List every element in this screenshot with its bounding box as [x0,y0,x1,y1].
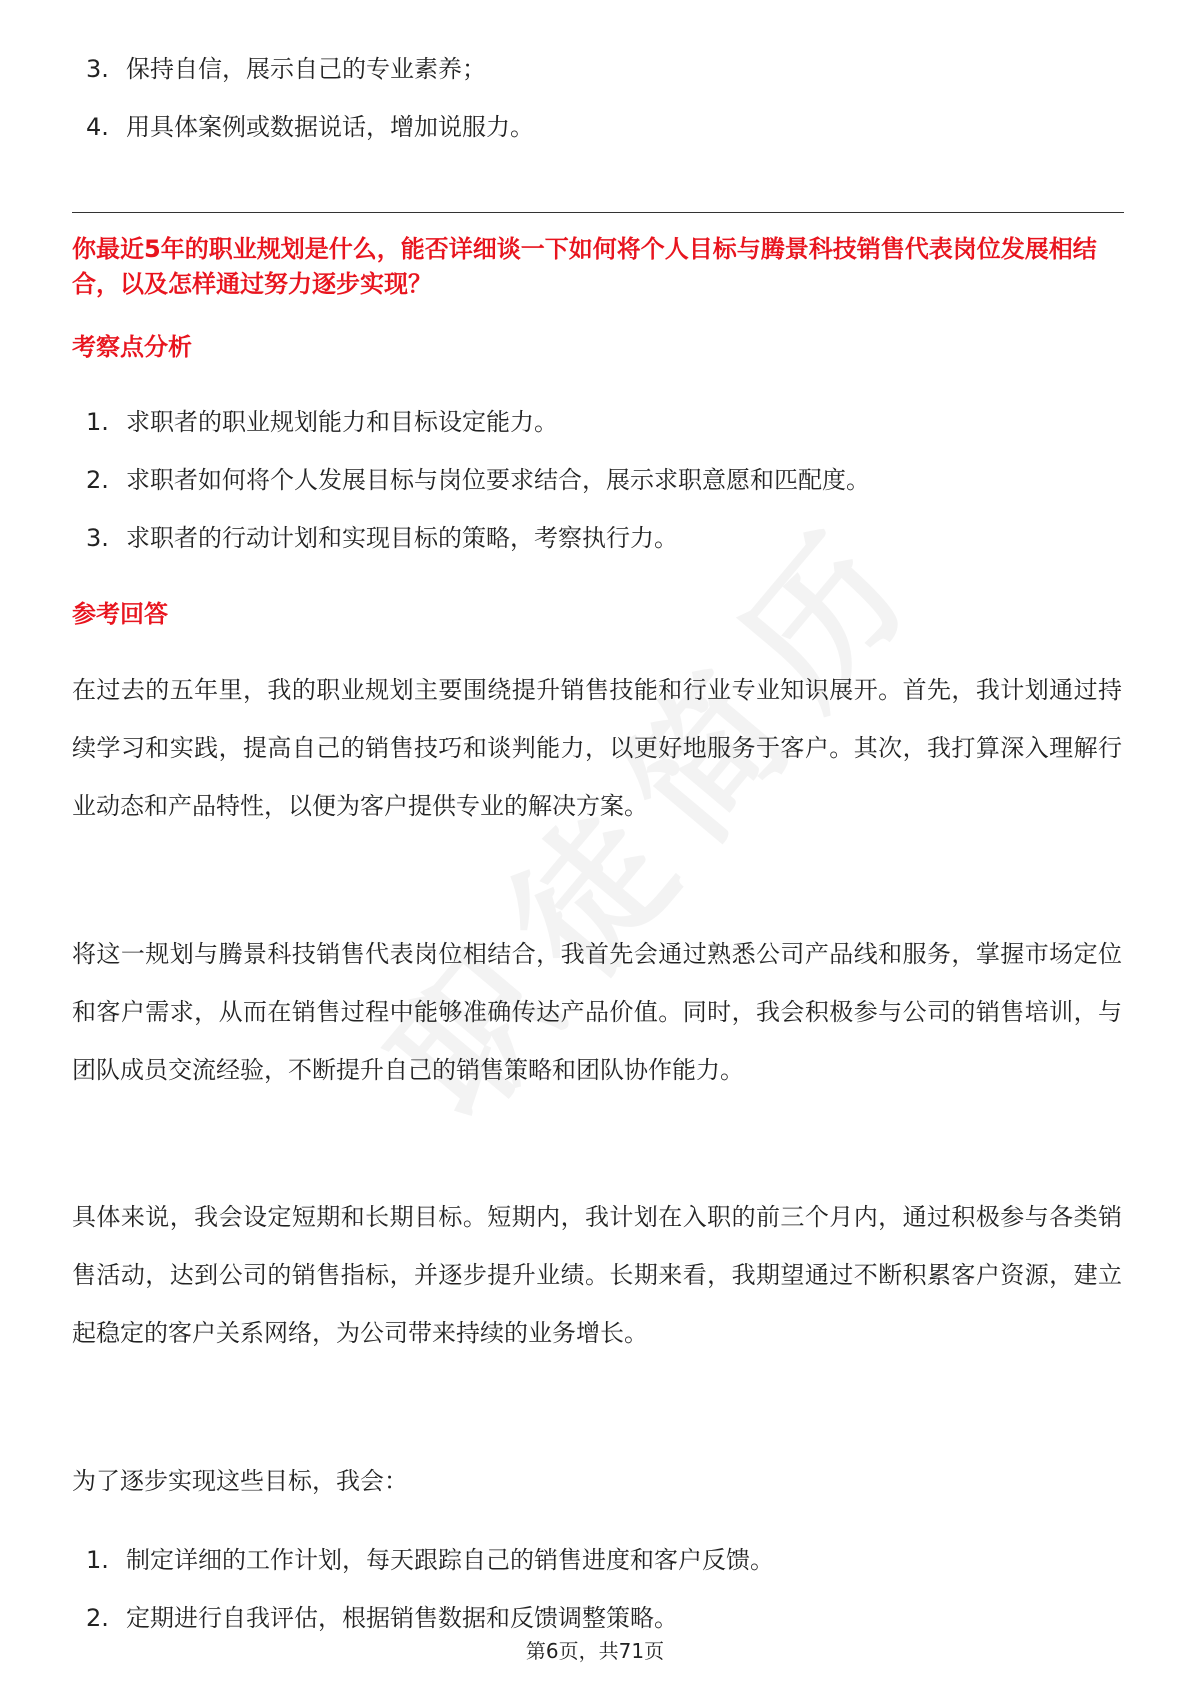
answer-paragraph: 具体来说，我会设定短期和长期目标。短期内，我计划在入职的前三个月内，通过积极参与各类销售活动，达到公司的销售指标，并逐步提升业绩。长期来看，我期望通过不断积累客户资源，建立起稳定的客户关系网络，为公司带来持续的业务增长。 [72,1203,1122,1347]
answer-paragraph: 在过去的五年里，我的职业规划主要围绕提升销售技能和行业专业知识展开。首先，我计划通过持续学习和实践，提高自己的销售技巧和谈判能力，以更好地服务于客户。其次，我打算深入理解行业动态和产品特性，以便为客户提供专业的解决方案。 [72,676,1122,820]
list-number: 2. [86,1604,109,1632]
list-text: 制定详细的工作计划，每天跟踪自己的销售进度和客户反馈。 [126,1546,774,1574]
list-text: 求职者如何将个人发展目标与岗位要求结合，展示求职意愿和匹配度。 [126,466,870,494]
list-text: 定期进行自我评估，根据销售数据和反馈调整策略。 [126,1604,678,1632]
answer-title: 参考回答 [72,600,168,628]
analysis-title: 考察点分析 [72,333,192,361]
list-number: 3. [86,55,109,83]
top-list [72,52,1112,168]
list-text: 求职者的行动计划和实现目标的策略，考察执行力。 [126,524,678,552]
list-item [72,52,1112,110]
list-number: 1. [86,408,109,436]
list-item [72,405,1112,463]
list-number: 1. [86,1546,109,1574]
list-item [72,110,1112,168]
answer-paragraph: 为了逐步实现这些目标，我会： [72,1467,408,1495]
list-number: 4. [86,113,109,141]
analysis-list [72,405,1112,579]
list-item [72,1543,1112,1601]
list-text: 保持自信，展示自己的专业素养； [126,55,486,83]
list-item [72,521,1112,579]
list-text: 求职者的职业规划能力和目标设定能力。 [126,408,558,436]
interview-question: 你最近5年的职业规划是什么，能否详细谈一下如何将个人目标与腾景科技销售代表岗位发展相结合，以及怎样通过努力逐步实现？ [72,235,1097,298]
list-text: 用具体案例或数据说话，增加说服力。 [126,113,534,141]
list-number: 2. [86,466,109,494]
answer-paragraph: 将这一规划与腾景科技销售代表岗位相结合，我首先会通过熟悉公司产品线和服务，掌握市场定位和客户需求，从而在销售过程中能够准确传达产品价值。同时，我会积极参与公司的销售培训，与团队成员交流经验，不断提升自己的销售策略和团队协作能力。 [72,940,1122,1084]
list-number: 3. [86,524,109,552]
list-item [72,463,1112,521]
section-divider [72,212,1124,213]
page-footer: 第6页，共71页 [525,1639,665,1663]
